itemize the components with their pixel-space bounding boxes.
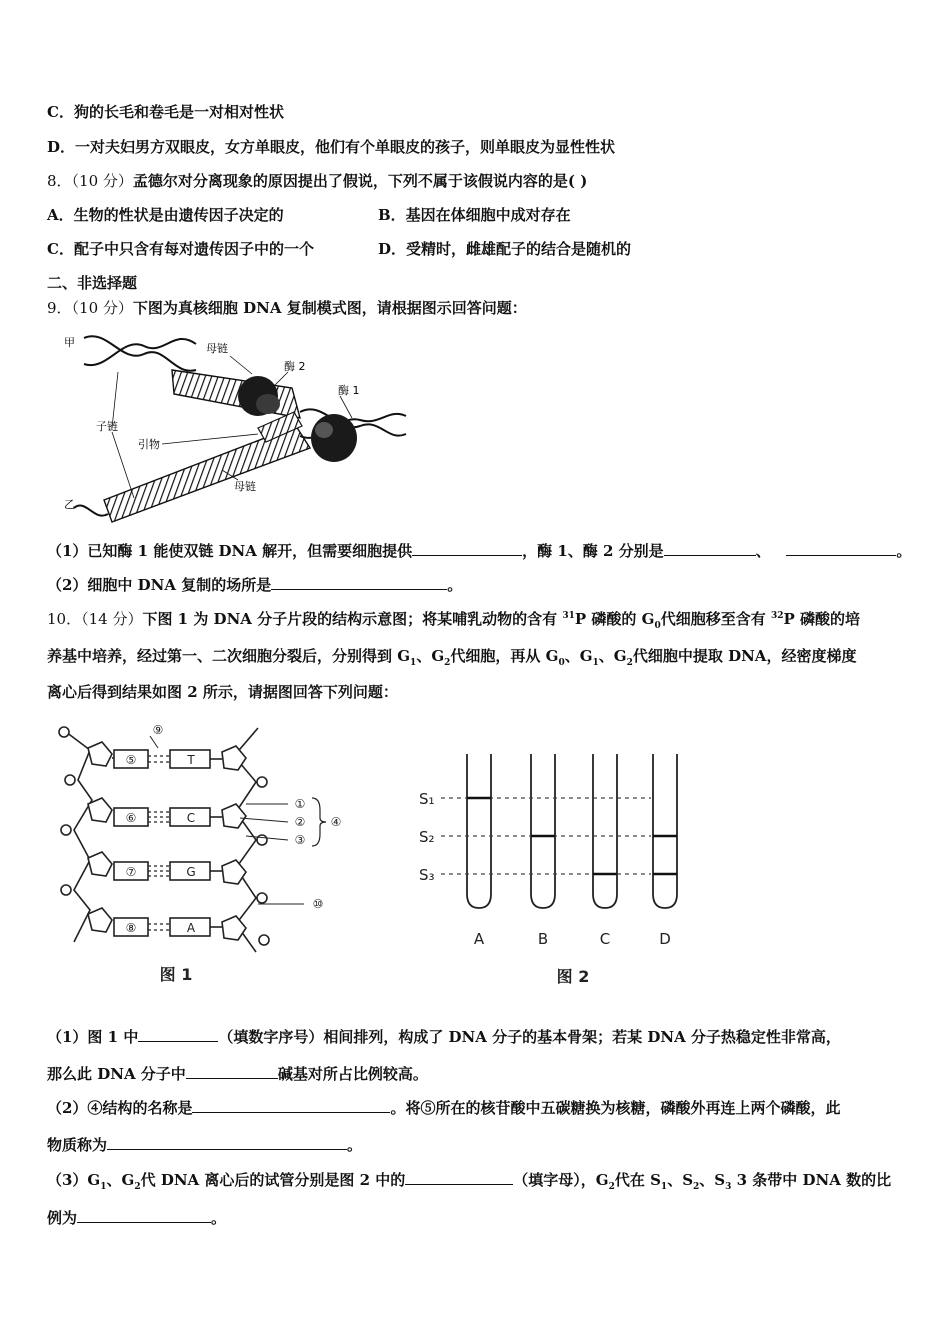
dna-replication-figure: [62, 330, 412, 525]
q10-l1-d: P 磷酸的培: [783, 610, 860, 628]
enzyme-2-shade: [256, 394, 280, 414]
q10-l2-s2: 2: [444, 658, 451, 668]
q10-sub1-line1: [47, 1026, 841, 1047]
centrifuge-figure-2: [415, 748, 695, 990]
q10-s2-d: 。: [347, 1136, 363, 1154]
q7-option-c: C．狗的长毛和卷毛是一对相对性状: [47, 103, 284, 121]
q8-option-b: B．基因在体细胞中成对存在: [378, 206, 571, 224]
answer-blank-q9-1[interactable]: [412, 540, 522, 556]
left-num-7: ⑦: [125, 865, 137, 879]
tube-label-b: B: [537, 930, 549, 948]
q10-s3-a: （3）G: [47, 1171, 101, 1189]
label-child-strand: 子链: [96, 420, 118, 433]
tube-a: [467, 754, 491, 908]
label-mother-strand-top: 母链: [206, 342, 228, 355]
q10-s3-ss1: 1: [660, 1182, 668, 1192]
q10-s3-i: 例为: [47, 1209, 78, 1227]
q10-s3-s1: 1: [100, 1182, 107, 1192]
q9-sub1-text-c: 、: [755, 542, 771, 560]
answer-blank-q9-3[interactable]: [786, 540, 896, 556]
sugar-pentagon: [222, 916, 246, 940]
q9-number: 9．（10 分）: [47, 299, 133, 317]
base-label-t: T: [187, 753, 195, 767]
q8-option-d: D．受精时，雌雄配子的结合是随机的: [378, 240, 632, 258]
level-label-s1: S₁: [419, 790, 435, 808]
tube-c: [593, 754, 617, 908]
q10-l2-a: 养基中培养，经过第一、二次细胞分裂后，分别得到 G: [47, 647, 411, 665]
helix-strand-top-a: [84, 336, 196, 371]
sugar-pentagon: [222, 804, 246, 828]
q10-s1-c: 那么此 DNA 分子中: [47, 1065, 186, 1083]
right-num-3: ③: [294, 833, 306, 847]
answer-blank-q10-5[interactable]: [405, 1169, 513, 1185]
q10-sub3-line1: [47, 1169, 891, 1190]
phosphate-circle: [257, 777, 267, 787]
leader-9: [150, 736, 158, 748]
enzyme-1-blob: [311, 414, 357, 462]
q9-sub1-text-b: ，酶 1、酶 2 分别是: [522, 542, 664, 560]
q10-s3-h: 3 条带中 DNA 数的比: [731, 1171, 892, 1189]
base-label-g: G: [186, 865, 196, 879]
tube-d: [653, 754, 677, 908]
sugar-pentagon: [88, 908, 112, 932]
q10-s2-a: （2）④结构的名称是: [47, 1099, 193, 1117]
base-label-c: C: [186, 811, 196, 825]
tube-label-c: C: [599, 930, 611, 948]
q10-s1-a: （1）图 1 中: [47, 1028, 139, 1046]
answer-blank-q10-2[interactable]: [186, 1063, 278, 1079]
q10-s3-g: 、S: [699, 1171, 726, 1189]
right-num-1: ①: [294, 797, 306, 811]
bottom-num-10: ⑩: [312, 897, 324, 911]
q10-s3-d: （填字母），G: [513, 1171, 609, 1189]
label-yi: 乙: [64, 498, 75, 511]
q10-l2-s2b: 2: [626, 658, 633, 668]
phosphate-circle: [61, 885, 71, 895]
leader-primer: [162, 434, 258, 444]
q10-s3-f: 、S: [667, 1171, 694, 1189]
label-mother-strand-bottom: 母链: [234, 480, 256, 493]
q10-s3-j: 。: [211, 1209, 227, 1227]
left-num-8: ⑧: [125, 921, 137, 935]
label-enzyme-2: 酶 2: [284, 360, 306, 373]
q10-s3-b: 、G: [106, 1171, 135, 1189]
helix-strand-top-b: [84, 339, 196, 365]
q9-text: 下图为真核细胞 DNA 复制模式图，请根据图示回答问题：: [132, 299, 527, 317]
q8-number: 8．（10 分）: [47, 172, 133, 190]
q10-l2-d: 、G: [564, 647, 593, 665]
answer-blank-q10-1[interactable]: [138, 1026, 218, 1042]
q10-stem-line1: [47, 609, 860, 629]
q9-sub2-text-a: （2）细胞中 DNA 复制的场所是: [47, 576, 272, 594]
q9-sub1-text-d: 。: [896, 542, 912, 560]
phosphate-circle: [61, 825, 71, 835]
label-jia: 甲: [64, 336, 75, 349]
q9-sub1-text-a: （1）已知酶 1 能使双链 DNA 解开，但需要细胞提供: [47, 542, 413, 560]
enzyme-1-shade: [315, 422, 333, 438]
phosphate-circle: [65, 775, 75, 785]
sugar-pentagon: [222, 860, 246, 884]
q10-l2-s0: 0: [558, 658, 565, 668]
brace: [312, 798, 326, 846]
label-enzyme-1: 酶 1: [338, 384, 360, 397]
tube-label-d: D: [659, 930, 671, 948]
leader-2: [240, 818, 288, 822]
q10-s3-ss2: 2: [693, 1182, 700, 1192]
q7-option-d: D．一对夫妇男方双眼皮，女方单眼皮，他们有个单眼皮的孩子，则单眼皮为显性性状: [47, 138, 616, 156]
base-label-a: A: [186, 921, 196, 935]
phosphate-circle: [259, 935, 269, 945]
q10-s2-b: 。将⑤所在的核苷酸中五碳糖换为核糖，磷酸外再连上两个磷酸，此: [390, 1099, 841, 1117]
answer-blank-q10-6[interactable]: [77, 1207, 211, 1223]
parent-strand-upper: [172, 370, 300, 418]
q10-sub3-line2: [47, 1207, 226, 1228]
q9-stem: [47, 298, 527, 318]
q10-l2-b: 、G: [416, 647, 445, 665]
q10-s1-b: （填数字序号）相间排列，构成了 DNA 分子的基本骨架；若某 DNA 分子热稳定性非常高，: [218, 1028, 841, 1046]
section-heading: 二、非选择题: [47, 274, 138, 292]
q10-l2-s1: 1: [410, 658, 417, 668]
q10-s3-ss3: 3: [725, 1182, 732, 1192]
left-num-6: ⑥: [125, 811, 137, 825]
phosphate-circle: [257, 835, 267, 845]
phosphate-circle: [257, 893, 267, 903]
left-num-5: ⑤: [125, 753, 137, 767]
answer-blank-q9-4[interactable]: [271, 574, 447, 590]
answer-blank-q10-4[interactable]: [107, 1134, 347, 1150]
q10-sub2-line2: [47, 1134, 362, 1155]
q10-sub1-line2: [47, 1063, 428, 1084]
answer-blank-q9-2[interactable]: [664, 540, 756, 556]
q10-l2-c: 代细胞，再从 G: [450, 647, 559, 665]
q8-option-c: C．配子中只含有每对遗传因子中的一个: [47, 240, 314, 258]
parent-strand-lower: [104, 426, 310, 522]
tube-label-a: A: [473, 930, 485, 948]
q10-number: 10．（14 分）: [47, 610, 143, 628]
figure-2-caption: 图 2: [556, 967, 590, 986]
q10-sup31: 31: [562, 611, 575, 621]
q9-sub2-text-b: 。: [447, 576, 463, 594]
level-label-s3: S₃: [419, 866, 435, 884]
q10-stem-line3: 离心后得到结果如图 2 所示，请据图回答下列问题：: [47, 683, 398, 701]
q10-sub0: 0: [654, 621, 661, 631]
q8-stem: [47, 171, 587, 191]
label-primer: 引物: [138, 438, 160, 451]
sugar-pentagon: [88, 852, 112, 876]
q8-text: 孟德尔对分离现象的原因提出了假说，下列不属于该假说内容的是( ): [132, 172, 588, 190]
q10-s3-s2: 2: [134, 1182, 141, 1192]
leader-enzyme2: [274, 372, 288, 386]
q10-s3-c: 代 DNA 离心后的试管分别是图 2 中的: [140, 1171, 406, 1189]
q10-s2-c: 物质称为: [47, 1136, 108, 1154]
q10-sub2-line1: [47, 1097, 840, 1118]
sugar-pentagon: [88, 742, 112, 766]
answer-blank-q10-3[interactable]: [192, 1097, 390, 1113]
dna-structure-figure-1: [50, 718, 350, 990]
q10-l2-e: 、G: [598, 647, 627, 665]
phosphate-circle: [59, 727, 69, 737]
q9-sub2: [47, 574, 462, 595]
q10-s1-d: 碱基对所占比例较高。: [277, 1065, 428, 1083]
leader-child-2: [112, 432, 134, 498]
q9-sub1: [47, 540, 911, 561]
leader-mother-top: [230, 356, 252, 374]
right-num-2: ②: [294, 815, 306, 829]
helix-end-lower: [74, 506, 108, 516]
q10-s3-s2b: 2: [608, 1182, 615, 1192]
q10-stem-line2: [47, 646, 856, 666]
q10-l1-a: 下图 1 为 DNA 分子片段的结构示意图；将某哺乳动物的含有: [142, 610, 563, 628]
left-backbone: [66, 732, 92, 942]
leader-enzyme1: [340, 396, 352, 418]
sugar-pentagon: [88, 798, 112, 822]
brace-num-4: ④: [330, 815, 342, 829]
q10-sup32: 32: [770, 611, 784, 621]
level-label-s2: S₂: [419, 828, 435, 846]
top-num-9: ⑨: [152, 723, 164, 737]
q10-l1-b: P 磷酸的 G: [574, 610, 655, 628]
q10-l2-f: 代细胞中提取 DNA，经密度梯度: [632, 647, 857, 665]
q10-s3-e: 代在 S: [614, 1171, 661, 1189]
q10-l1-c: 代细胞移至含有: [660, 610, 771, 628]
q10-l2-s1b: 1: [592, 658, 599, 668]
tube-b: [531, 754, 555, 908]
figure-1-caption: 图 1: [159, 965, 193, 984]
q8-option-a: A．生物的性状是由遗传因子决定的: [47, 206, 284, 224]
